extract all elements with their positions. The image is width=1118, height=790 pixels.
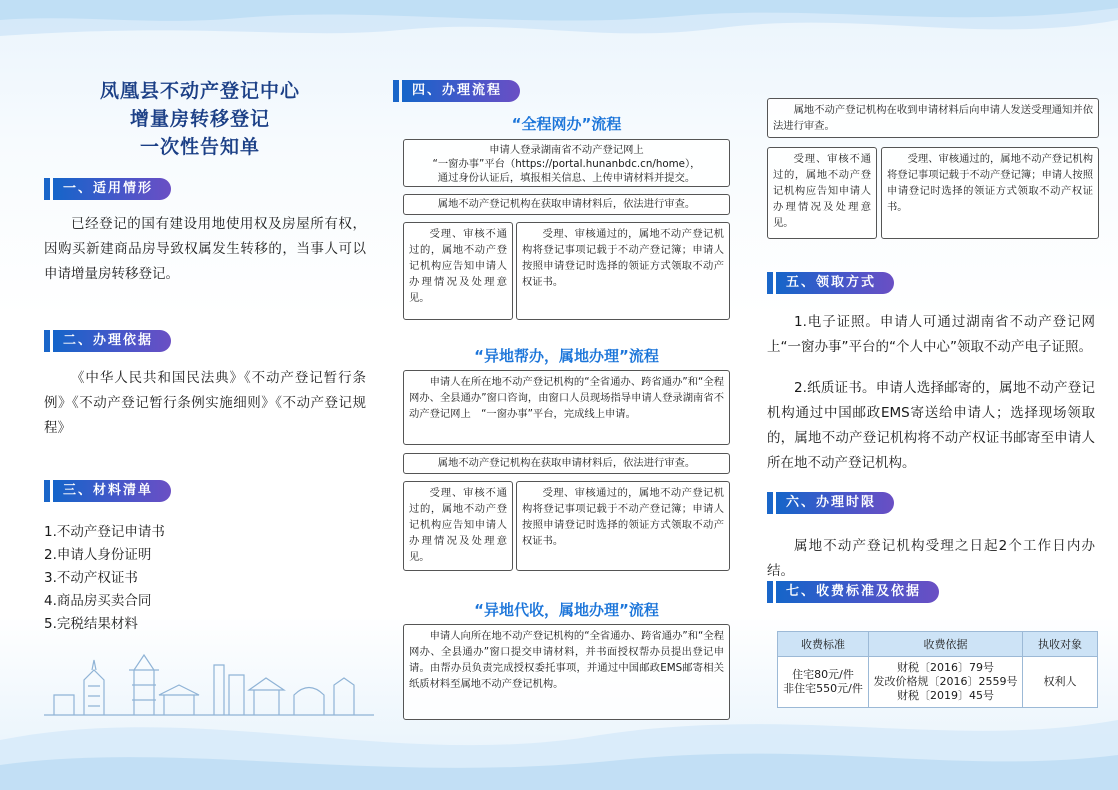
basis-text: 《中华人民共和国民法典》《不动产登记暂行条例》《不动产登记暂行条例实施细则》《不动产登记规程》: [44, 370, 366, 436]
city-skyline-illustration: [44, 640, 374, 720]
doc-title-line1: 凤凰县不动产登记中心: [99, 80, 300, 102]
flow2-step1: 申请人在所在地不动产登记机构的“全省通办、跨省通办”和“全程网办、全县通办”窗口咨询，由窗口人员现场指导申请人登录湖南省不动产登记网上 “一窗办事”平台，完成线上申请。: [403, 370, 730, 445]
section-heading-process: 四、办理流程: [393, 80, 520, 102]
material-item: 3.不动产权证书: [44, 570, 138, 586]
flow1-step2: 属地不动产登记机构在获取申请材料后，依法进行审查。: [403, 194, 730, 215]
flow3-accept: 受理、审核通过的，属地不动产登记机构将登记事项记载于不动产登记簿；申请人按照申请登记时选择的领证方式领取不动产权证书。: [881, 147, 1099, 239]
flow3-reject: 受理、审核不通过的，属地不动产登记机构应告知申请人办理情况及处理意见。: [767, 147, 877, 239]
fees-col-basis: 收费依据: [869, 632, 1023, 657]
material-item: 2.申请人身份证明: [44, 547, 152, 563]
fees-standard-cell: 住宅80元/件 非住宅550元/件: [778, 657, 869, 708]
fees-table: [777, 631, 1098, 708]
fees-basis-cell: 财税〔2016〕79号 发改价格规〔2016〕2559号 财税〔2019〕45号: [869, 657, 1023, 708]
timelimit-text: 属地不动产登记机构受理之日起2个工作日内办结。: [767, 538, 1095, 579]
flow1-title: “全程网办”流程: [511, 115, 622, 133]
section-heading-basis: 二、办理依据: [44, 330, 171, 352]
flow1-reject: 受理、审核不通过的，属地不动产登记机构应告知申请人办理情况及处理意见。: [403, 222, 513, 320]
section-heading-collection: 五、领取方式: [767, 272, 894, 294]
section-heading-materials: 三、材料清单: [44, 480, 171, 502]
flow2-title: “异地帮办，属地办理”流程: [474, 347, 659, 365]
top-wave-decoration: [0, 0, 1118, 70]
section-heading-applicable: 一、适用情形: [44, 178, 171, 200]
flow3-step1: 申请人向所在地不动产登记机构的“全省通办、跨省通办”和“全程网办、全县通办”窗口提交申请材料，并书面授权帮办员提出登记申请。由帮办员负责完成授权委托事项，并通过中国邮政EMS邮寄相关纸质材料至属地不动产登记机构。: [403, 624, 730, 720]
fees-col-standard: 收费标准: [778, 632, 869, 657]
flow2-reject: 受理、审核不通过的，属地不动产登记机构应告知申请人办理情况及处理意见。: [403, 481, 513, 571]
section-heading-timelimit: 六、办理时限: [767, 492, 894, 514]
collection-paper: 2.纸质证书。申请人选择邮寄的，属地不动产登记机构通过中国邮政EMS寄送给申请人；选择现场领取的，属地不动产登记机构将不动产权证书邮寄至申请人所在地不动产登记机构。: [767, 380, 1095, 471]
fees-target-cell: 权利人: [1023, 657, 1098, 708]
flow3-step2: 属地不动产登记机构在收到申请材料后向申请人发送受理通知并依法进行审查。: [767, 98, 1099, 138]
fees-col-target: 执收对象: [1023, 632, 1098, 657]
applicable-text: 已经登记的国有建设用地使用权及房屋所有权，因购买新建商品房导致权属发生转移的，当事人可以申请增量房转移登记。: [44, 216, 366, 282]
collection-electronic: 1.电子证照。申请人可通过湖南省不动产登记网上“一窗办事”平台的“个人中心”领取不动产电子证照。: [767, 314, 1095, 355]
doc-title-line2: 增量房转移登记: [129, 108, 270, 130]
flow1-step1: 申请人登录湖南省不动产登记网上 “一窗办事”平台（https://portal.hunanbdc.cn/home）， 通过身份认证后，填报相关信息、上传申请材料并提交。: [403, 139, 730, 187]
table-row: [778, 657, 1098, 708]
material-item: 1.不动产登记申请书: [44, 524, 165, 540]
flow2-accept: 受理、审核通过的，属地不动产登记机构将登记事项记载于不动产登记簿；申请人按照申请登记时选择的领证方式领取不动产权证书。: [516, 481, 730, 571]
fees-header-row: [778, 632, 1098, 657]
flow2-step2: 属地不动产登记机构在获取申请材料后，依法进行审查。: [403, 453, 730, 474]
section-heading-fees: 七、收费标准及依据: [767, 581, 939, 603]
material-item: 5.完税结果材料: [44, 616, 138, 632]
material-item: 4.商品房买卖合同: [44, 593, 152, 609]
flow3-title: “异地代收，属地办理”流程: [474, 601, 659, 619]
doc-title-line3: 一次性告知单: [139, 136, 260, 158]
flow1-accept: 受理、审核通过的，属地不动产登记机构将登记事项记载于不动产登记簿；申请人按照申请登记时选择的领证方式领取不动产权证书。: [516, 222, 730, 320]
